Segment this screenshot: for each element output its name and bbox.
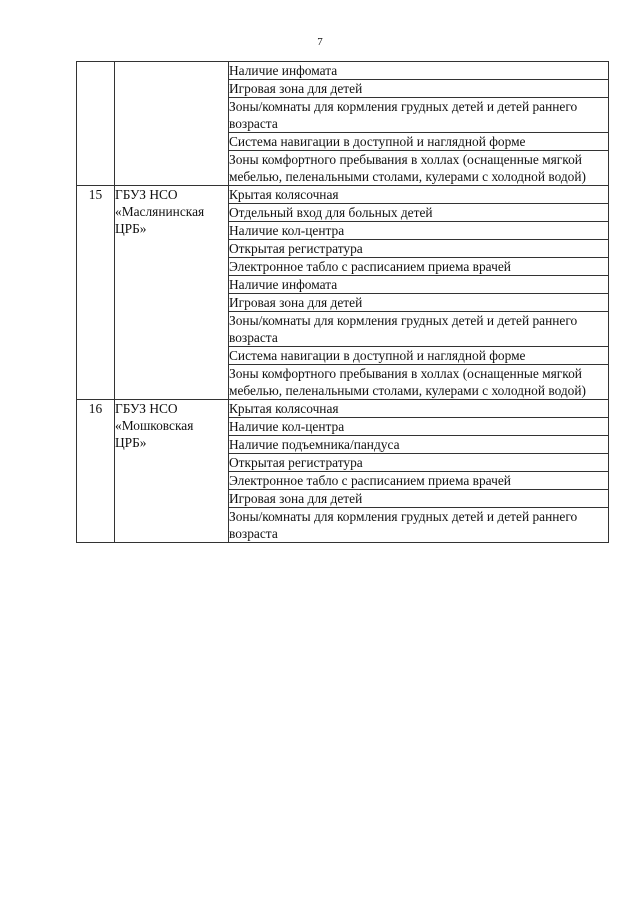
organization-cell: ГБУЗ НСО «Маслянинская ЦРБ» [115, 186, 229, 400]
facility-item-text: Система навигации в доступной и наглядной форме [229, 134, 526, 149]
row-number-cell: 15 [77, 186, 115, 400]
facility-item-text: Электронное табло с расписанием приема врачей [229, 473, 511, 488]
facility-item-cell [229, 240, 609, 258]
facility-item-cell [229, 204, 609, 222]
facility-item-text: Наличие кол-центра [229, 419, 345, 434]
facility-item-cell [229, 186, 609, 204]
facility-item-cell [229, 436, 609, 454]
facility-item-text: Электронное табло с расписанием приема врачей [229, 259, 511, 274]
organization-cell: ГБУЗ НСО «Мошковская ЦРБ» [115, 400, 229, 543]
facility-item-text: Наличие инфомата [229, 277, 338, 292]
table-row [77, 62, 609, 80]
facility-item-cell [229, 133, 609, 151]
facility-item-cell [229, 80, 609, 98]
table-row [77, 400, 609, 418]
facility-item-text: Крытая колясочная [229, 187, 339, 202]
facility-item-text: Наличие подъемника/пандуса [229, 437, 400, 452]
facility-item-cell [229, 508, 609, 543]
facility-item-text: Зоны комфортного пребывания в холлах (оснащенные мягкой мебелью, пеленальными столами, кулерами с холодной водой) [229, 366, 587, 398]
facility-item-cell [229, 490, 609, 508]
facility-item-cell [229, 312, 609, 347]
facility-item-cell [229, 418, 609, 436]
facility-item-text: Наличие инфомата [229, 63, 338, 78]
facility-item-text: Система навигации в доступной и наглядной форме [229, 348, 526, 363]
facility-item-text: Крытая колясочная [229, 401, 339, 416]
row-number-cell: 16 [77, 400, 115, 543]
facility-item-text: Наличие кол-центра [229, 223, 345, 238]
facilities-table-body [77, 62, 609, 543]
facility-item-cell [229, 98, 609, 133]
facility-item-text: Игровая зона для детей [229, 491, 363, 506]
facility-item-cell [229, 454, 609, 472]
facility-item-text: Открытая регистратура [229, 241, 363, 256]
facility-item-cell [229, 258, 609, 276]
facility-item-cell [229, 400, 609, 418]
facility-item-cell [229, 294, 609, 312]
facility-item-cell [229, 347, 609, 365]
facility-item-text: Зоны комфортного пребывания в холлах (оснащенные мягкой мебелью, пеленальными столами, кулерами с холодной водой) [229, 152, 587, 184]
organization-cell [115, 62, 229, 186]
facility-item-text: Отдельный вход для больных детей [229, 205, 433, 220]
facility-item-cell [229, 151, 609, 186]
facility-item-text: Зоны/комнаты для кормления грудных детей и детей раннего возраста [229, 509, 578, 541]
facilities-table [76, 61, 609, 543]
facility-item-text: Открытая регистратура [229, 455, 363, 470]
table-row [77, 186, 609, 204]
row-number-cell [77, 62, 115, 186]
facility-item-cell [229, 365, 609, 400]
facility-item-text: Игровая зона для детей [229, 81, 363, 96]
facility-item-cell [229, 276, 609, 294]
facility-item-text: Зоны/комнаты для кормления грудных детей и детей раннего возраста [229, 99, 578, 131]
facility-item-cell [229, 472, 609, 490]
facility-item-text: Игровая зона для детей [229, 295, 363, 310]
facility-item-cell [229, 62, 609, 80]
facility-item-cell [229, 222, 609, 240]
facility-item-text: Зоны/комнаты для кормления грудных детей и детей раннего возраста [229, 313, 578, 345]
page-number: 7 [317, 36, 323, 48]
